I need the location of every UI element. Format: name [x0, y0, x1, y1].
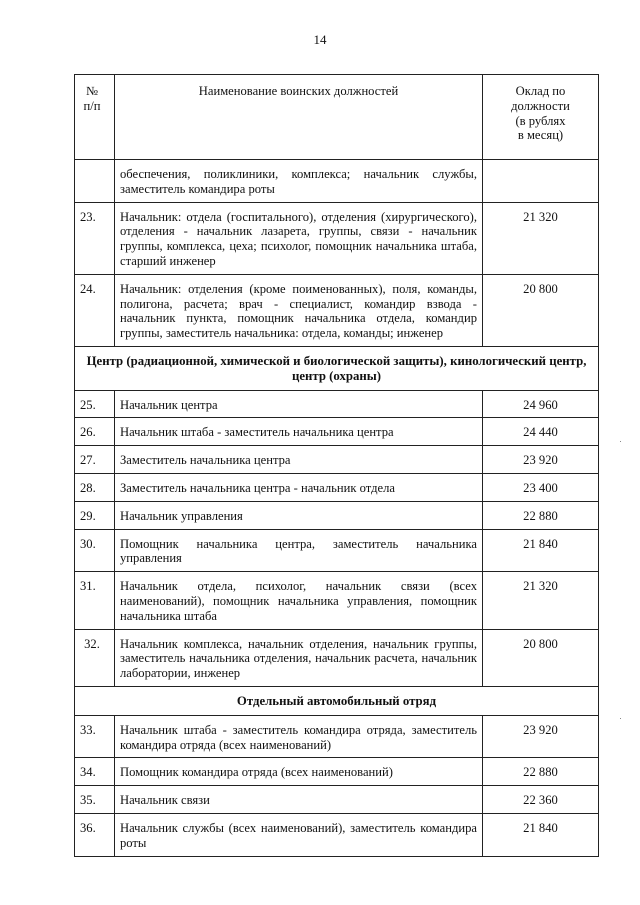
- table-row: [75, 274, 599, 346]
- table-row: [75, 390, 599, 418]
- position-name: Начальник отдела, психолог, начальник связи (всех наименований), помощник начальника управления, помощник начальника штаба: [115, 572, 483, 629]
- salary-value: 21 840: [483, 529, 599, 572]
- table-row: [75, 473, 599, 501]
- salary-value: 22 360: [483, 786, 599, 814]
- position-name: Помощник начальника центра, заместитель начальника управления: [115, 529, 483, 572]
- page-number: 14: [313, 32, 327, 47]
- position-name: Заместитель начальника центра: [115, 446, 483, 474]
- row-number: 33.: [75, 715, 115, 758]
- row-number: 23.: [75, 202, 115, 274]
- scan-dot: [620, 441, 621, 442]
- header-position-name: Наименование воинских должностей: [115, 75, 483, 160]
- salary-value: 20 800: [483, 274, 599, 346]
- table-row: [75, 813, 599, 856]
- position-name: Начальник: отдела (госпитального), отделения (хирургического), отделения - начальник лазарета, группы, связи - начальник группы, комплекса, цеха; психолог, помощник начальника штаба, старший инженер: [115, 202, 483, 274]
- table-row: [75, 529, 599, 572]
- salary-value: 22 880: [483, 501, 599, 529]
- position-name: Помощник командира отряда (всех наименований): [115, 758, 483, 786]
- position-name: Заместитель начальника центра - начальник отдела: [115, 473, 483, 501]
- position-name: Начальник штаба - заместитель начальника центра: [115, 418, 483, 446]
- position-name: Начальник: отделения (кроме поименованных), поля, команды, полигона, расчета; врач - специалист, командир взвода - начальник пункта, помощник начальника отдела, командир группы, заместитель начальника: отдела, команды; инженер: [115, 274, 483, 346]
- position-name: Начальник службы (всех наименований), заместитель командира роты: [115, 813, 483, 856]
- row-number: 31.: [75, 572, 115, 629]
- table-row: [75, 160, 599, 203]
- section-title: Отдельный автомобильный отряд: [75, 686, 599, 715]
- positions-table: [74, 74, 599, 857]
- header-salary: Оклад по должности (в рублях в месяц): [483, 75, 599, 160]
- row-number: 28.: [75, 473, 115, 501]
- row-number: [75, 160, 115, 203]
- section-title: Центр (радиационной, химической и биологической защиты), кинологический центр, центр (охраны): [75, 346, 599, 390]
- row-number: 35.: [75, 786, 115, 814]
- table-row: [75, 572, 599, 629]
- position-name: обеспечения, поликлиники, комплекса; начальник службы, заместитель командира роты: [115, 160, 483, 203]
- salary-value: 20 800: [483, 629, 599, 686]
- row-number: 30.: [75, 529, 115, 572]
- salary-value: 22 880: [483, 758, 599, 786]
- position-name: Начальник связи: [115, 786, 483, 814]
- table-row: [75, 786, 599, 814]
- table-header-row: [75, 75, 599, 160]
- table-row: [75, 629, 599, 686]
- row-number: 32.: [75, 629, 115, 686]
- salary-value: 21 840: [483, 813, 599, 856]
- table-row: [75, 715, 599, 758]
- position-name: Начальник управления: [115, 501, 483, 529]
- position-name: Начальник комплекса, начальник отделения, начальник группы, заместитель начальника отделения, начальник расчета, начальник лаборатории, инженер: [115, 629, 483, 686]
- row-number: 29.: [75, 501, 115, 529]
- section-heading-row: [75, 346, 599, 390]
- salary-value: 24 960: [483, 390, 599, 418]
- salary-value: 23 400: [483, 473, 599, 501]
- salary-value: [483, 160, 599, 203]
- row-number: 27.: [75, 446, 115, 474]
- position-name: Начальник центра: [115, 390, 483, 418]
- table-row: [75, 501, 599, 529]
- salary-value: 24 440: [483, 418, 599, 446]
- row-number: 26.: [75, 418, 115, 446]
- table-row: [75, 418, 599, 446]
- scan-dot: [620, 718, 621, 719]
- table-row: [75, 758, 599, 786]
- section-heading-row: [75, 686, 599, 715]
- position-name: Начальник штаба - заместитель командира отряда, заместитель командира отряда (всех наименований): [115, 715, 483, 758]
- table-row: [75, 202, 599, 274]
- salary-value: 23 920: [483, 446, 599, 474]
- row-number: 36.: [75, 813, 115, 856]
- row-number: 25.: [75, 390, 115, 418]
- row-number: 34.: [75, 758, 115, 786]
- table-row: [75, 446, 599, 474]
- row-number: 24.: [75, 274, 115, 346]
- salary-value: 23 920: [483, 715, 599, 758]
- salary-value: 21 320: [483, 202, 599, 274]
- header-number: № п/п: [75, 75, 115, 160]
- salary-value: 21 320: [483, 572, 599, 629]
